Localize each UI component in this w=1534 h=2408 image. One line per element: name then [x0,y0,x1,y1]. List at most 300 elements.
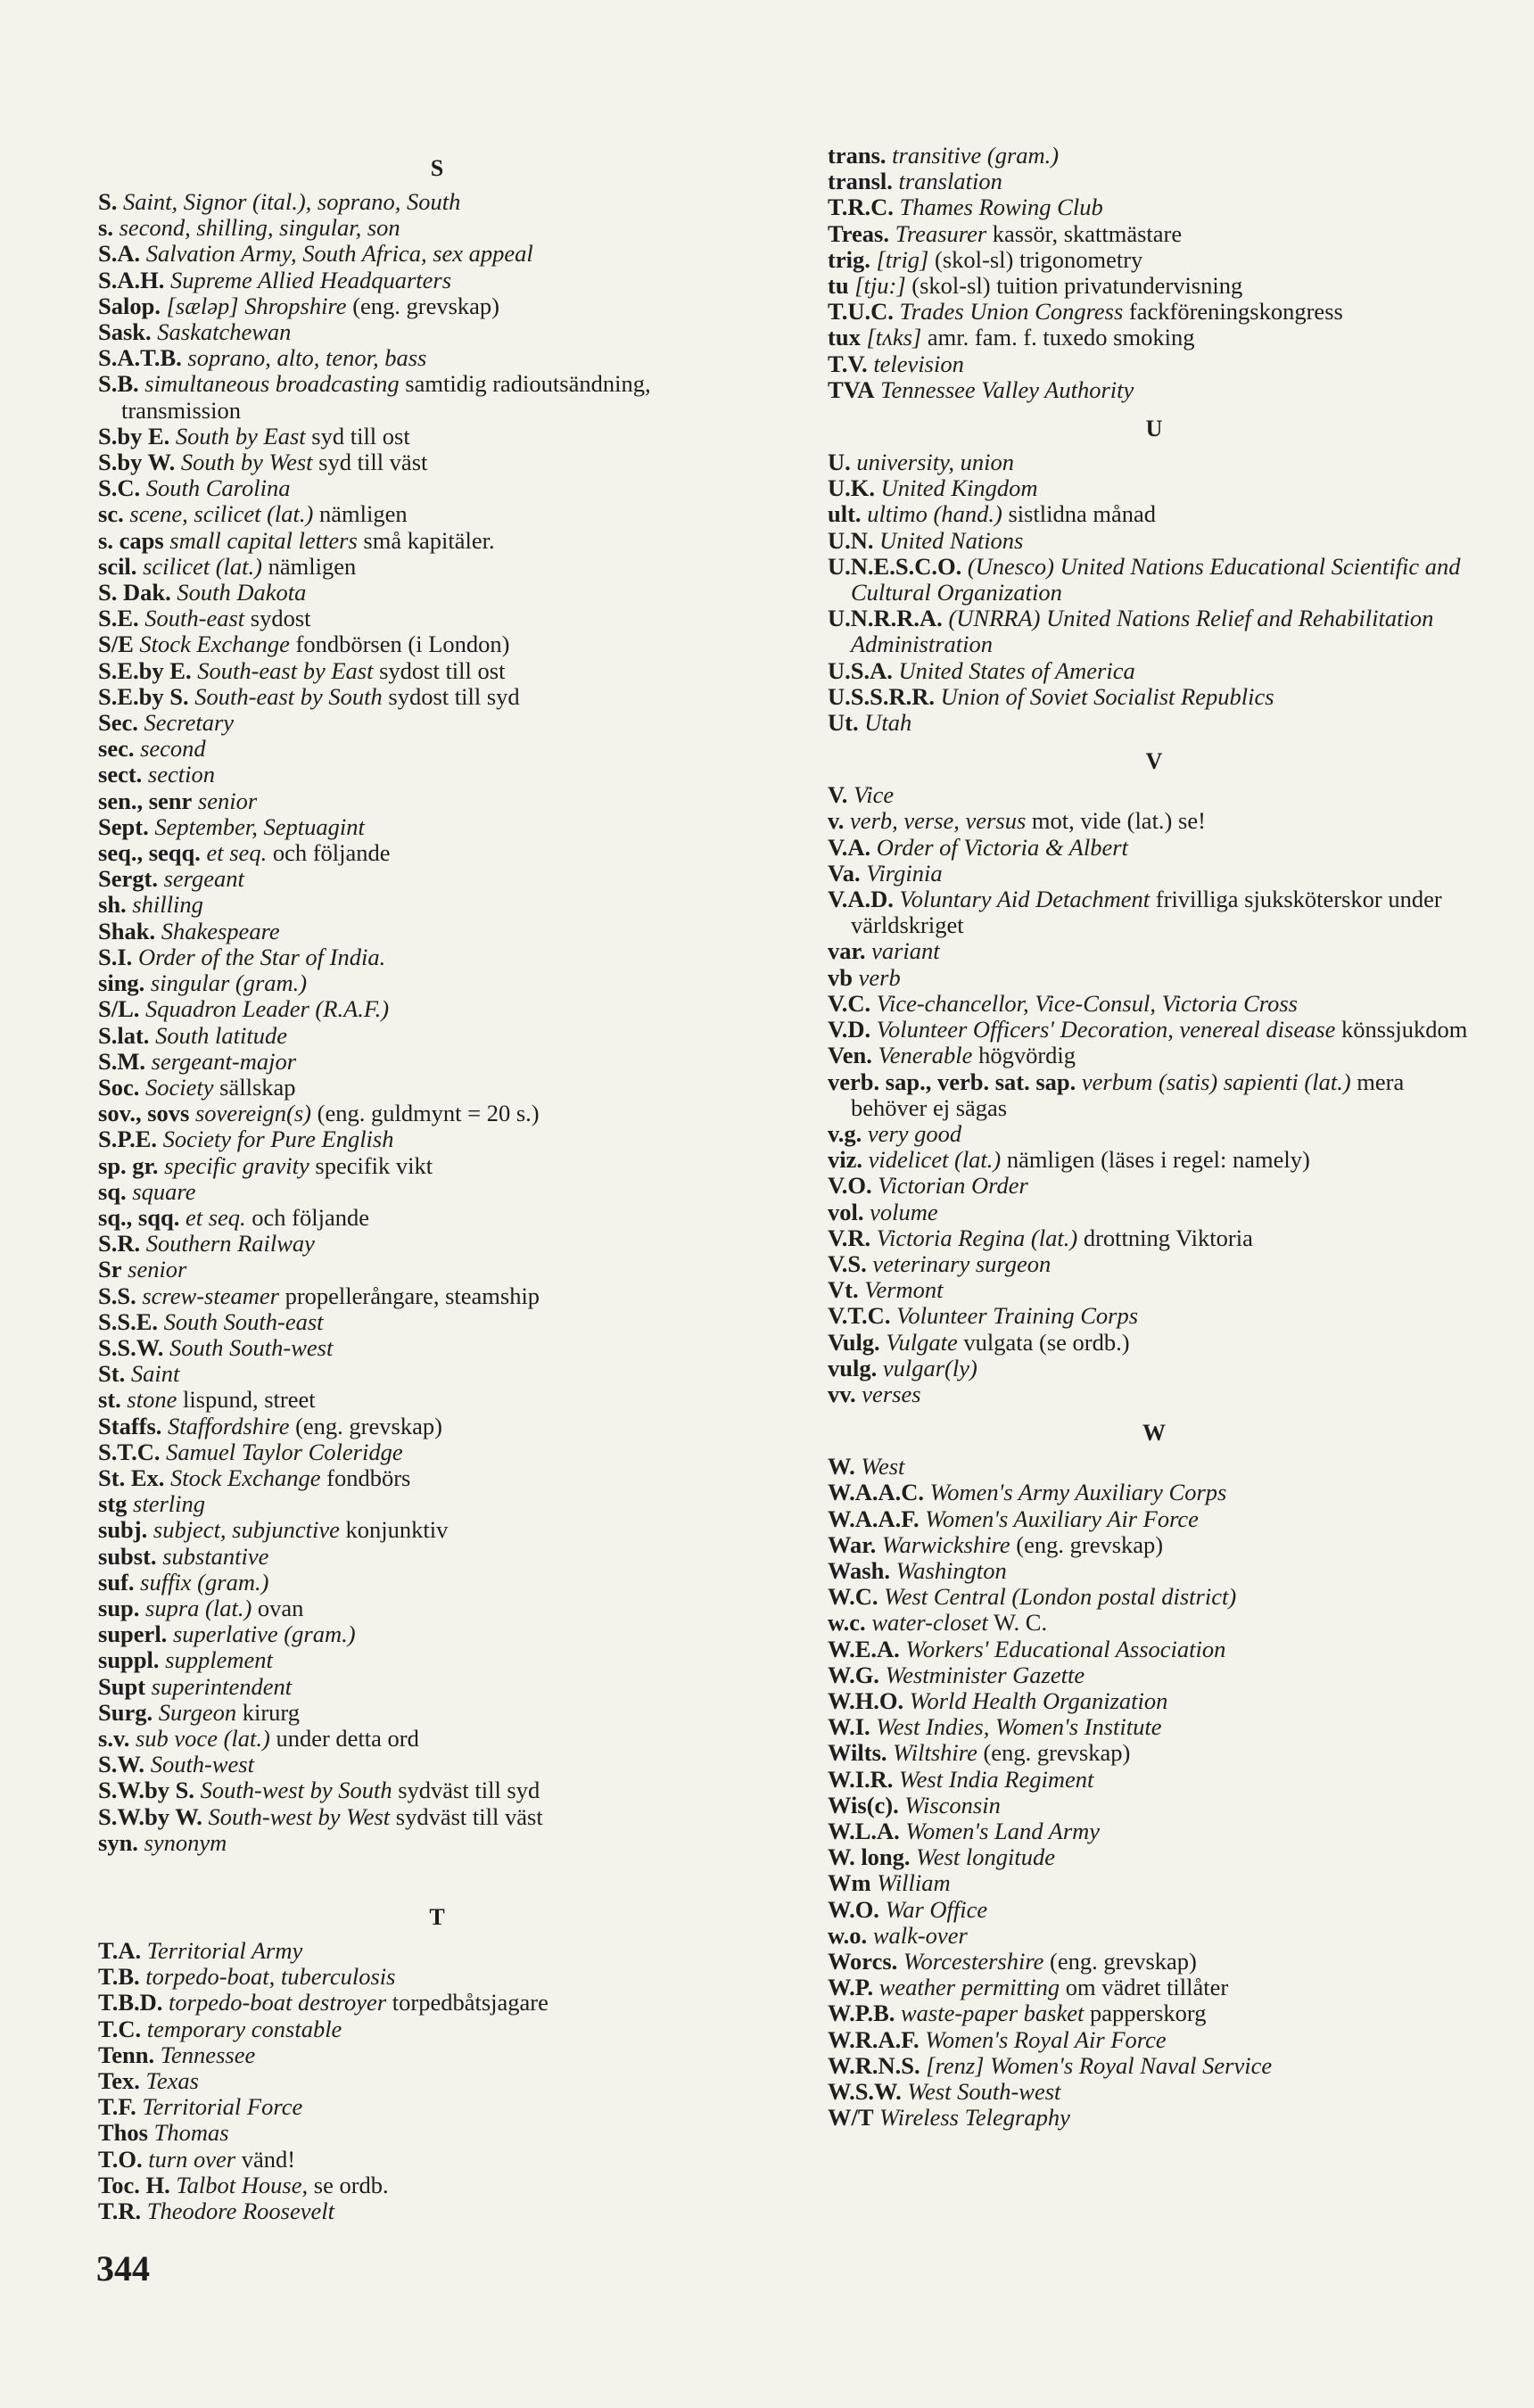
dictionary-entry [98,1830,776,1856]
entry-expansion: Surgeon [158,1698,237,1726]
section-letter-header: S [430,155,444,181]
entry-gloss: nämligen (läses i regel: namely) [1006,1146,1310,1174]
entry-list [98,189,776,1856]
entry-gloss: mot, vide (lat.) se! [1031,807,1206,835]
entry-abbreviation: V.O. [828,1172,872,1200]
entry-gloss: och följande [272,839,391,867]
dictionary-entry [828,2000,1480,2026]
entry-abbreviation: Sergt. [98,865,158,893]
dictionary-entry [98,1726,776,1752]
entry-expansion: United Nations [879,526,1024,554]
entry-abbreviation: V.R. [828,1224,871,1251]
entry-abbreviation: T.V. [828,350,868,377]
entry-expansion: Voluntary Aid Detachment [899,886,1150,913]
entry-list [828,143,1480,403]
entry-abbreviation: sp. gr. [98,1151,159,1179]
entry-abbreviation: W.L.A. [828,1817,900,1844]
entry-gloss: högvördig [978,1042,1076,1069]
dictionary-entry [98,241,776,267]
dictionary-entry [98,840,776,866]
dictionary-entry [98,996,776,1022]
entry-expansion: Treasurer [895,219,987,247]
entry-abbreviation: S.E.by E. [98,656,192,684]
entry-expansion: soprano, alto, tenor, bass [187,344,427,372]
left-column [98,143,776,2224]
entry-expansion: Saint, Signor (ital.), soprano, South [123,188,461,215]
entry-expansion: [tju:] [854,272,906,300]
entry-gloss: (eng. grevskap) [352,292,500,319]
entry-abbreviation: T.B.D. [98,1989,163,2016]
entry-expansion: Territorial Force [142,2093,303,2121]
entry-abbreviation: T.R.C. [828,194,894,221]
entry-gloss: (skol-sl) tuition privatundervisning [911,272,1243,300]
entry-expansion: university, union [856,449,1015,476]
entry-gloss: specifik vikt [315,1151,433,1179]
entry-expansion: Society [145,1073,214,1101]
dictionary-entry [828,377,1480,403]
entry-expansion: Talbot House, [176,2171,309,2198]
section-letter-header: W [1142,1420,1166,1447]
entry-expansion: Saint [130,1360,180,1388]
dictionary-entry [828,351,1480,377]
entry-abbreviation: Ut. [828,709,859,737]
entry-abbreviation: V.T.C. [828,1302,891,1330]
entry-expansion: South by East [175,422,306,449]
dictionary-entry [98,345,776,371]
entry-abbreviation: Salop. [98,292,161,319]
entry-abbreviation: S.C. [98,474,141,502]
entry-abbreviation: Va. [828,859,861,887]
dictionary-entry [98,1023,776,1049]
entry-list [828,449,1480,736]
entry-expansion: Salvation Army, South Africa, sex appeal [145,240,533,268]
entry-gloss: mera behöver ej sägas [851,1068,1405,1121]
entry-abbreviation: W/T [828,2104,874,2132]
entry-expansion: [sæləp] Shropshire [166,292,347,319]
entry-expansion: sergeant [163,865,244,893]
entry-expansion: Volunteer Training Corps [896,1302,1139,1330]
entry-abbreviation: Treas. [828,219,889,247]
entry-expansion: walk-over [872,1921,968,1949]
entry-expansion: verbum (satis) sapienti (lat.) [1081,1068,1351,1095]
entry-abbreviation: S/E [98,631,134,658]
dictionary-entry [98,2016,776,2042]
dictionary-entry [828,658,1480,684]
dictionary-entry [98,788,776,814]
entry-expansion: stone [127,1386,177,1414]
entry-gloss: sällskap [219,1073,296,1101]
dictionary-entry [98,1990,776,2016]
entry-abbreviation: W.P. [828,1974,874,2001]
entry-abbreviation: Shak. [98,917,156,944]
entry-gloss: sydost till syd [388,682,520,710]
entry-abbreviation: V. [828,781,848,809]
dictionary-entry [98,1205,776,1231]
dictionary-entry [98,1752,776,1777]
entry-abbreviation: V.S. [828,1249,867,1277]
entry-abbreviation: vol. [828,1198,864,1225]
entry-expansion: Staffordshire [168,1412,290,1439]
entry-abbreviation: S.R. [98,1230,141,1258]
dictionary-entry [828,2027,1480,2053]
entry-gloss: ovan [257,1594,304,1621]
dictionary-entry [828,1173,1480,1199]
entry-abbreviation: W.I.R. [828,1765,894,1793]
entry-expansion: Order of the Star of India. [137,943,386,970]
dictionary-entry [828,1688,1480,1714]
dictionary-entry [98,710,776,736]
entry-expansion: September, Septuagint [154,812,365,840]
dictionary-entry [828,1818,1480,1844]
entry-expansion: torpedo-boat destroyer [169,1989,387,2016]
dictionary-entry [828,1330,1480,1356]
entry-expansion: South-west by South [200,1777,392,1804]
dictionary-entry [828,861,1480,887]
dictionary-entry [98,528,776,554]
entry-expansion: television [873,350,964,377]
entry-abbreviation: viz. [828,1146,862,1174]
entry-gloss: kassör, skattmästare [992,219,1183,247]
dictionary-entry [828,194,1480,220]
dictionary-entry [98,424,776,449]
entry-abbreviation: Tenn. [98,2041,155,2068]
entry-expansion: Vulgate [886,1328,958,1356]
entry-expansion: Union of Soviet Socialist Republics [940,682,1274,710]
entry-expansion: Samuel Taylor Coleridge [166,1438,403,1465]
dictionary-entry [828,1303,1480,1329]
entry-expansion: veterinary surgeon [872,1249,1052,1277]
dictionary-entry [98,1491,776,1517]
entry-expansion: Southern Railway [145,1230,315,1258]
entry-abbreviation: S. Dak. [98,579,171,606]
entry-gloss: (eng. grevskap) [983,1739,1131,1767]
entry-expansion: scene, scilicet (lat.) [129,500,314,528]
entry-gloss: små kapitäler. [363,526,495,554]
entry-abbreviation: W. long. [828,1843,911,1871]
dictionary-entry [828,1767,1480,1793]
entry-expansion: Territorial Army [146,1937,303,1964]
entry-expansion: Secretary [144,709,235,737]
entry-abbreviation: st. [98,1386,121,1414]
entry-expansion: Trades Union Congress [899,298,1124,326]
section-letter-header: T [429,1904,445,1930]
entry-abbreviation: U.N.E.S.C.O. [828,552,962,580]
entry-gloss: sistlidna månad [1008,500,1157,528]
entry-expansion: Venerable [878,1042,973,1069]
entry-abbreviation: Soc. [98,1073,140,1101]
entry-expansion: Tennessee [160,2041,256,2068]
entry-expansion: United States of America [898,656,1135,684]
dictionary-entry [828,2079,1480,2105]
entry-abbreviation: V.C. [828,989,871,1017]
dictionary-entry [828,475,1480,501]
entry-expansion: World Health Organization [909,1686,1168,1714]
entry-abbreviation: S.A. [98,240,141,268]
entry-abbreviation: trans. [828,142,887,169]
entry-gloss: om vädret tillåter [1065,1974,1229,2001]
entry-abbreviation: S.E. [98,605,139,632]
entry-abbreviation: W.R.N.S. [828,2051,920,2079]
entry-expansion: South-east by South [194,682,383,710]
dictionary-entry [828,1043,1480,1068]
entry-expansion: second, shilling, singular, son [119,214,400,242]
entry-abbreviation: vv. [828,1380,856,1407]
dictionary-entry [98,684,776,710]
entry-gloss: nämligen [318,500,408,528]
dictionary-entry [828,835,1480,861]
entry-abbreviation: S.E.by S. [98,682,189,710]
entry-abbreviation: sect. [98,761,143,788]
entry-expansion: specific gravity [164,1151,309,1179]
entry-abbreviation: St. Ex. [98,1464,165,1491]
entry-abbreviation: tu [828,272,849,300]
dictionary-entry [98,658,776,684]
entry-abbreviation: S.S.E. [98,1307,159,1335]
dictionary-entry [828,2053,1480,2079]
dictionary-entry [98,1335,776,1361]
entry-expansion: sovereign(s) [194,1100,311,1127]
entry-abbreviation: T.C. [98,2015,142,2042]
dictionary-entry [98,606,776,631]
dictionary-entry [98,1465,776,1491]
entry-expansion: suffix (gram.) [140,1568,269,1596]
entry-expansion: variant [871,937,940,965]
dictionary-entry [828,965,1480,991]
entry-abbreviation: W.A.A.F. [828,1505,920,1532]
entry-expansion: sergeant-major [151,1047,297,1075]
entry-expansion: Saskatchewan [157,318,292,346]
dictionary-entry [98,1257,776,1282]
entry-abbreviation: T.F. [98,2093,136,2121]
entry-gloss: propellerångare, steamship [285,1282,540,1309]
entry-gloss: lispund, street [182,1386,316,1414]
dictionary-entry [828,782,1480,808]
entry-abbreviation: Staffs. [98,1412,162,1439]
entry-abbreviation: V.A.D. [828,886,894,913]
dictionary-entry [828,1480,1480,1505]
section-letter-header: U [1145,416,1163,442]
section-letter-header: V [1145,748,1163,775]
dictionary-entry [98,189,776,215]
entry-abbreviation: Wis(c). [828,1791,899,1818]
entry-gloss: sydost [250,605,311,632]
entry-abbreviation: U.N.R.R.A. [828,605,943,632]
entry-gloss: samtidig radioutsändning, transmission [121,370,651,424]
dictionary-entry [98,919,776,944]
dictionary-entry [828,938,1480,964]
entry-abbreviation: sov., sovs [98,1100,190,1127]
dictionary-entry [98,1517,776,1543]
entry-expansion: simultaneous broadcasting [144,370,400,398]
dictionary-entry [828,991,1480,1017]
entry-abbreviation: T.R. [98,2198,142,2225]
dictionary-entry [98,1674,776,1700]
entry-expansion: William [877,1869,951,1897]
entry-abbreviation: sing. [98,969,145,997]
entry-abbreviation: v. [828,807,845,835]
entry-expansion: West Central (London postal district) [884,1583,1237,1611]
entry-gloss: se ordb. [313,2171,389,2198]
dictionary-entry [828,143,1480,169]
dictionary-entry [98,2068,776,2094]
entry-abbreviation: T.A. [98,1937,142,1964]
entry-abbreviation: seq., seqq. [98,839,201,867]
entry-expansion: et seq. [206,839,268,867]
entry-abbreviation: sen., senr [98,787,193,814]
dictionary-entry [98,1049,776,1075]
entry-expansion: screw-steamer [142,1282,279,1309]
entry-expansion: South by West [180,449,313,476]
dictionary-entry [98,1570,776,1596]
entry-expansion: weather permitting [878,1974,1060,2001]
entry-abbreviation: sec. [98,735,135,763]
section-spacer [98,1856,776,1892]
entry-expansion: West India Regiment [899,1765,1094,1793]
entry-abbreviation: w.c. [828,1609,866,1637]
entry-expansion: West longitude [916,1843,1055,1871]
dictionary-entry [98,1309,776,1335]
dictionary-entry [828,1558,1480,1584]
entry-expansion: Supreme Allied Headquarters [170,266,452,293]
dictionary-entry [98,866,776,892]
entry-gloss: W. C. [993,1609,1048,1637]
entry-abbreviation: Vulg. [828,1328,880,1356]
entry-expansion: turn over [148,2145,236,2173]
dictionary-entry [828,221,1480,247]
entry-abbreviation: Worcs. [828,1948,898,1975]
entry-expansion: Workers' Educational Association [905,1635,1226,1662]
entry-expansion: [tʌks] [866,324,922,351]
entry-expansion: Stock Exchange [139,631,290,658]
entry-expansion: superlative (gram.) [172,1620,356,1648]
dictionary-entry [98,762,776,788]
entry-abbreviation: subst. [98,1542,157,1570]
entry-abbreviation: S.A.T.B. [98,344,182,372]
entry-abbreviation: U.K. [828,474,875,502]
entry-abbreviation: W.E.A. [828,1635,900,1662]
dictionary-entry [98,2198,776,2224]
entry-abbreviation: W.H.O. [828,1686,904,1714]
entry-abbreviation: s.v. [98,1724,130,1752]
entry-expansion: verb [858,963,901,991]
entry-expansion: South-west [150,1751,254,1778]
entry-expansion: United Kingdom [880,474,1038,502]
entry-expansion: [trig] [876,245,929,273]
entry-abbreviation: U.N. [828,526,874,554]
dictionary-entry [828,1356,1480,1381]
entry-expansion: Women's Auxiliary Air Force [925,1505,1199,1532]
dictionary-entry [828,1923,1480,1949]
entry-expansion: Worcestershire [903,1948,1044,1975]
entry-abbreviation: Tex. [98,2067,140,2095]
dictionary-entry [98,1439,776,1465]
entry-abbreviation: vb [828,963,853,991]
dictionary-entry [98,1361,776,1387]
dictionary-entry [828,528,1480,554]
dictionary-entry [828,887,1480,938]
entry-abbreviation: S.S.W. [98,1333,164,1361]
entry-expansion: Vice-chancellor, Vice-Consul, Victoria Cross [876,989,1298,1017]
dictionary-entry [828,1147,1480,1173]
entry-expansion: temporary constable [146,2015,342,2042]
entry-expansion: transitive (gram.) [892,142,1060,169]
entry-abbreviation: St. [98,1360,126,1388]
dictionary-entry [98,1700,776,1726]
dictionary-entry [98,1647,776,1673]
entry-expansion: sterling [133,1490,205,1518]
dictionary-entry [98,1596,776,1621]
entry-abbreviation: T.U.C. [828,298,894,326]
entry-expansion: translation [898,168,1002,195]
dictionary-entry [98,293,776,319]
entry-abbreviation: S.by E. [98,422,170,449]
entry-gloss: syd till ost [311,422,410,449]
dictionary-entry [98,1101,776,1126]
entry-abbreviation: scil. [98,552,137,580]
entry-abbreviation: S.P.E. [98,1126,158,1153]
entry-abbreviation: sq. [98,1177,127,1205]
entry-expansion: water-closet [871,1609,988,1637]
entry-expansion: Victorian Order [878,1172,1028,1200]
entry-gloss: (eng. grevskap) [1050,1948,1197,1975]
entry-gloss: sydväst till syd [398,1777,540,1804]
entry-abbreviation: sup. [98,1594,140,1621]
dictionary-entry [98,1231,776,1257]
entry-abbreviation: ult. [828,500,862,528]
entry-abbreviation: W.G. [828,1661,879,1688]
entry-expansion: Wireless Telegraphy [879,2104,1070,2132]
entry-abbreviation: W.P.B. [828,2000,895,2027]
entry-expansion: small capital letters [169,526,358,554]
entry-abbreviation: S.W. [98,1751,145,1778]
dictionary-entry [828,1121,1480,1147]
entry-abbreviation: w.o. [828,1921,868,1949]
dictionary-entry [828,1381,1480,1407]
entry-expansion: synonym [144,1828,227,1856]
entry-abbreviation: Sec. [98,709,138,737]
dictionary-entry [828,1793,1480,1818]
dictionary-entry [98,1804,776,1830]
entry-abbreviation: vulg. [828,1354,878,1381]
entry-abbreviation: U.S.A. [828,656,893,684]
entry-expansion: Thames Rowing Club [899,194,1103,221]
entry-expansion: Vice [853,781,895,809]
dictionary-entry [828,606,1480,657]
entry-gloss: amr. fam. f. tuxedo smoking [927,324,1195,351]
entry-expansion: second [140,735,206,763]
dictionary-entry [828,299,1480,325]
entry-abbreviation: Wash. [828,1556,890,1584]
entry-expansion: (Unesco) United Nations Educational Scientific and Cultural Organization [851,552,1461,606]
entry-abbreviation: S/L. [98,995,140,1023]
dictionary-entry [98,1283,776,1309]
entry-gloss: konjunktiv [345,1516,449,1544]
dictionary-entry [98,2094,776,2120]
dictionary-entry [98,1964,776,1990]
entry-abbreviation: Thos [98,2119,148,2147]
dictionary-entry [98,268,776,293]
entry-expansion: substantive [162,1542,269,1570]
entry-expansion: volume [870,1198,938,1225]
entry-expansion: waste-paper basket [901,2000,1085,2027]
dictionary-entry [98,1777,776,1803]
dictionary-entry [828,554,1480,606]
entry-abbreviation: Sask. [98,318,152,346]
dictionary-entry [828,1200,1480,1225]
entry-expansion: Tennessee Valley Authority [880,375,1134,403]
entry-expansion: supplement [165,1646,273,1674]
dictionary-entry [828,325,1480,350]
